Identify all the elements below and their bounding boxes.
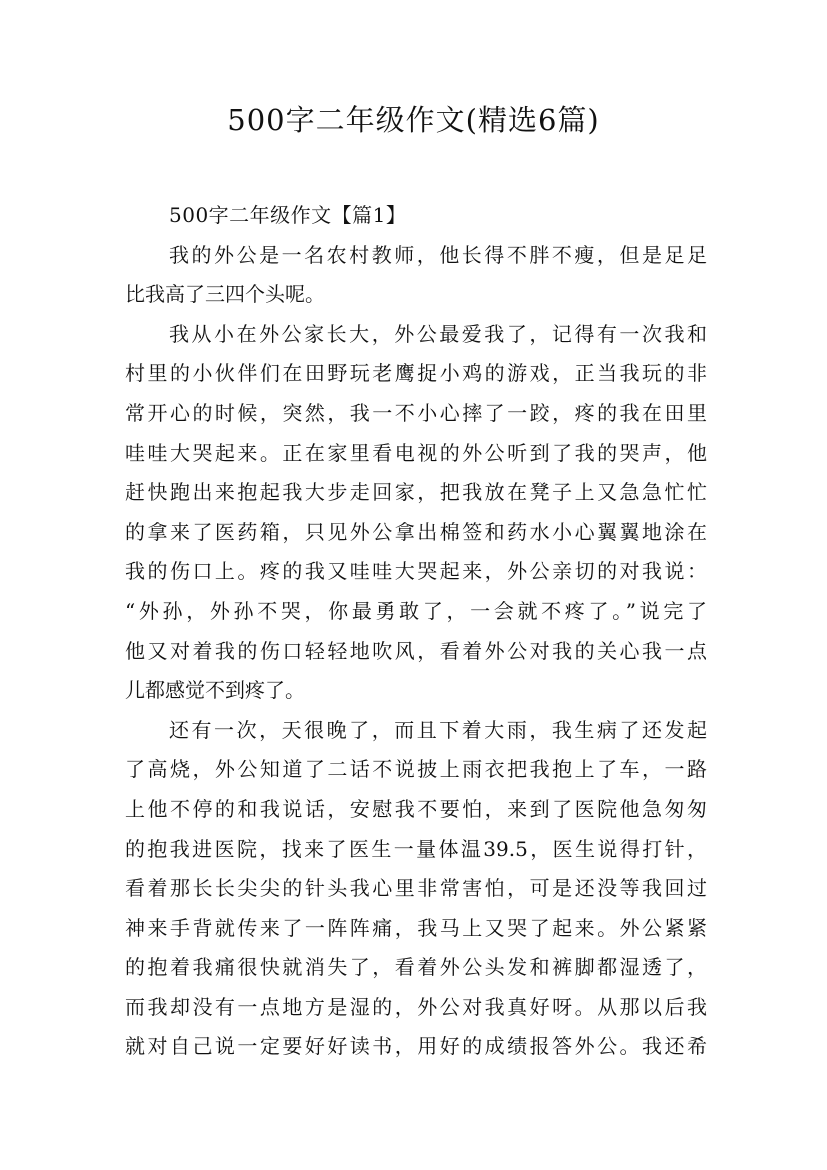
- paragraph-line: 就对自己说一定要好好读书，用好的成绩报答外公。我还希: [125, 1034, 707, 1059]
- paragraph-2: [125, 315, 707, 711]
- paragraph-line: 我的伤口上。疼的我又哇哇大哭起来，外公亲切的对我说：: [125, 559, 707, 584]
- paragraph-3: [125, 711, 707, 1067]
- paragraph-line: 哇哇大哭起来。正在家里看电视的外公听到了我的哭声，他: [125, 440, 707, 465]
- paragraph-line: 神来手背就传来了一阵阵痛，我马上又哭了起来。外公紧紧: [125, 915, 707, 940]
- paragraph-line: 的抱我进医院，找来了医生一量体温39.5，医生说得打针，: [125, 836, 707, 861]
- paragraph-line: “外孙，外孙不哭，你最勇敢了，一会就不疼了。”说完了: [125, 598, 707, 623]
- paragraph-line: 了高烧，外公知道了二话不说披上雨衣把我抱上了车，一路: [125, 757, 707, 782]
- paragraph-line: 我的外公是一名农村教师，他长得不胖不瘦，但是足足: [169, 242, 707, 267]
- paragraph-1: [125, 236, 707, 315]
- paragraph-line: 看着那长长尖尖的针头我心里非常害怕，可是还没等我回过: [125, 876, 707, 901]
- section-heading: [125, 196, 707, 236]
- paragraph-line: 比我高了三四个头呢。: [125, 282, 325, 307]
- paragraph-line: 而我却没有一点地方是湿的，外公对我真好呀。从那以后我: [125, 994, 707, 1019]
- paragraph-line: 上他不停的和我说话，安慰我不要怕，来到了医院他急匆匆: [125, 796, 707, 821]
- document-body: [125, 196, 707, 1067]
- paragraph-line: 我从小在外公家长大，外公最爱我了，记得有一次我和: [169, 321, 707, 346]
- paragraph-line: 的拿来了医药箱，只见外公拿出棉签和药水小心翼翼地涂在: [125, 519, 707, 544]
- paragraph-line: 儿都感觉不到疼了。: [125, 678, 305, 703]
- paragraph-line: 还有一次，天很晚了，而且下着大雨，我生病了还发起: [169, 717, 707, 742]
- section-heading-text: 500字二年级作文【篇1】: [169, 203, 407, 227]
- paragraph-line: 村里的小伙伴们在田野玩老鹰捉小鸡的游戏，正当我玩的非: [125, 361, 707, 386]
- document-title: 500字二年级作文(精选6篇): [227, 103, 600, 137]
- paragraph-line: 赶快跑出来抱起我大步走回家，把我放在凳子上又急急忙忙: [125, 480, 707, 505]
- paragraph-line: 常开心的时候，突然，我一不小心摔了一跤，疼的我在田里: [125, 400, 707, 425]
- paragraph-line: 的抱着我痛很快就消失了，看着外公头发和裤脚都湿透了，: [125, 955, 707, 980]
- paragraph-line: 他又对着我的伤口轻轻地吹风，看着外公对我的关心我一点: [125, 638, 707, 663]
